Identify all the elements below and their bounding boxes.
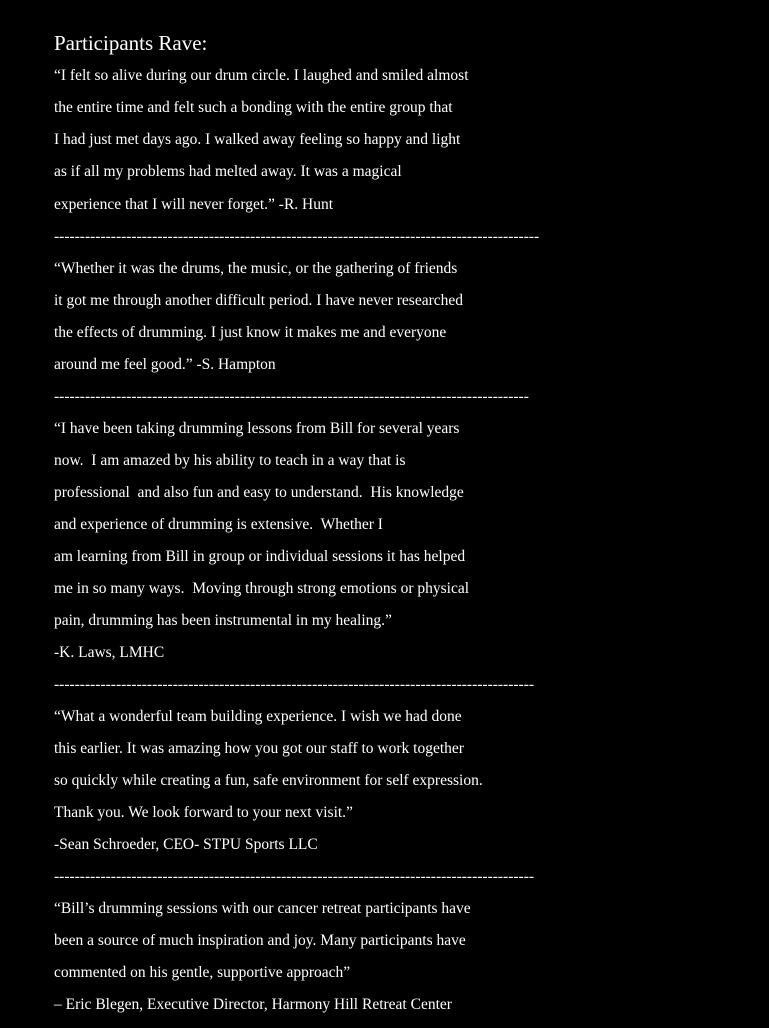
testimonial-1-line-1: “I felt so alive during our drum circle. I laughed and smiled almost [54, 67, 469, 84]
testimonial-3-line-4: and experience of drumming is extensive. Whether I [54, 516, 383, 533]
testimonial-2-line-2: it got me through another difficult period. I have never researched [54, 292, 464, 309]
testimonial-5-line-1: “Bill’s drumming sessions with our cancer retreat participants have [54, 900, 471, 917]
testimonial-3-line-3: professional and also fun and easy to understand. His knowledge [54, 484, 464, 501]
testimonial-4-line-2: this earlier. It was amazing how you got our staff to work together [54, 740, 464, 757]
testimonial-3-line-6: me in so many ways. Moving through strong emotions or physical [54, 580, 470, 597]
testimonial-2-line-3: the effects of drumming. I just know it makes me and everyone [54, 324, 447, 341]
testimonial-1-line-4: as if all my problems had melted away. It was a magical [54, 163, 402, 180]
testimonial-4-line-1: “What a wonderful team building experience. I wish we had done [54, 708, 462, 725]
testimonial-1-line-3: I had just met days ago. I walked away feeling so happy and light [54, 131, 461, 148]
testimonial-5-line-2: been a source of much inspiration and joy. Many participants have [54, 932, 466, 949]
separator-4: --------------------------------------------------------------------------------------------- [54, 868, 535, 885]
testimonial-4-line-4: Thank you. We look forward to your next visit.” [54, 804, 353, 821]
testimonial-3-line-5: am learning from Bill in group or individual sessions it has helped [54, 548, 466, 565]
testimonial-3-line-7: pain, drumming has been instrumental in my healing.” [54, 612, 392, 629]
testimonial-2-line-4: around me feel good.” -S. Hampton [54, 356, 276, 373]
testimonial-1-line-2: the entire time and felt such a bonding with the entire group that [54, 99, 453, 116]
testimonial-3-line-8: -K. Laws, LMHC [54, 644, 165, 661]
testimonial-4-line-3: so quickly while creating a fun, safe environment for self expression. [54, 772, 483, 789]
separator-3: --------------------------------------------------------------------------------------------- [54, 676, 535, 693]
testimonial-5-line-4: – Eric Blegen, Executive Director, Harmony Hill Retreat Center [54, 996, 452, 1013]
testimonial-3-line-2: now. I am amazed by his ability to teach in a way that is [54, 452, 406, 469]
page-title: Participants Rave: [54, 31, 208, 55]
testimonial-2-line-1: “Whether it was the drums, the music, or the gathering of friends [54, 260, 458, 277]
testimonial-5-line-3: commented on his gentle, supportive approach” [54, 964, 351, 981]
separator-2: -------------------------------------------------------------------------------------------- [54, 388, 529, 405]
testimonial-4-line-5: -Sean Schroeder, CEO- STPU Sports LLC [54, 836, 318, 853]
separator-1: ---------------------------------------------------------------------------------------------- [54, 228, 540, 245]
testimonial-3-line-1: “I have been taking drumming lessons from Bill for several years [54, 420, 460, 437]
testimonial-1-line-5: experience that I will never forget.” -R. Hunt [54, 196, 334, 213]
